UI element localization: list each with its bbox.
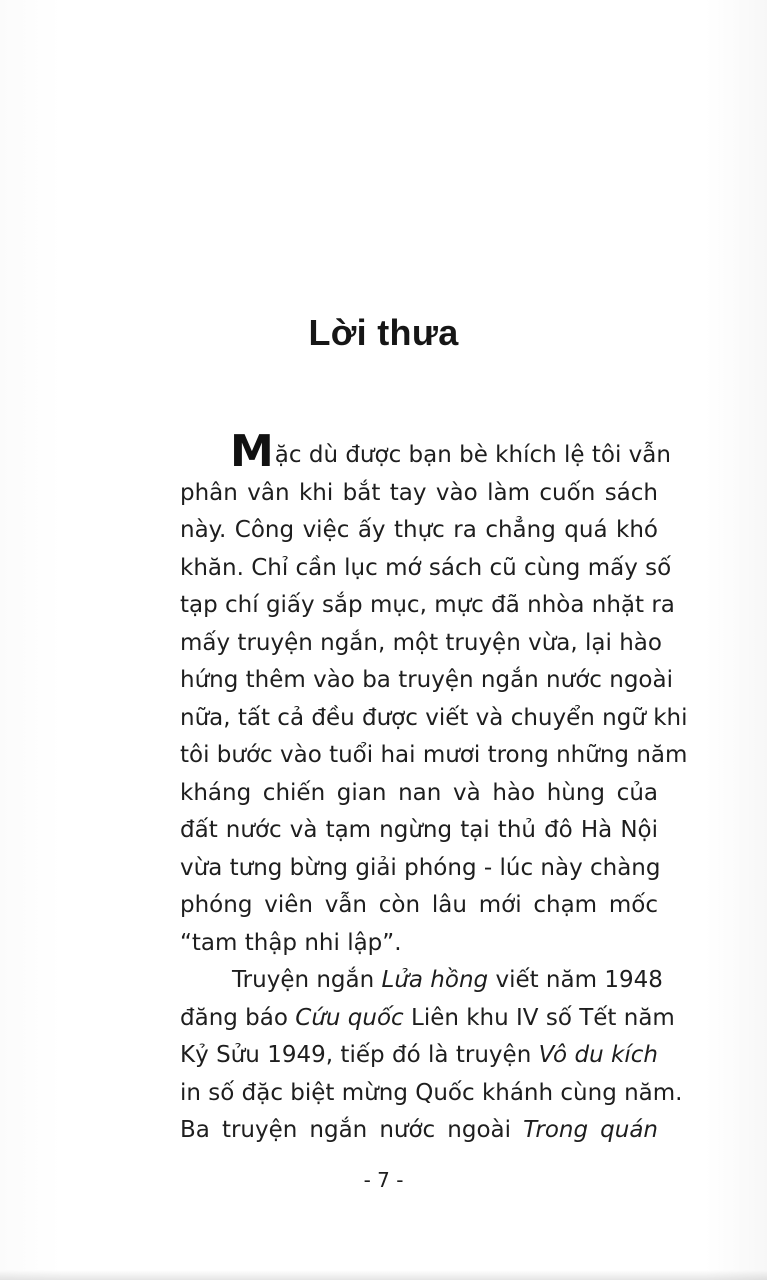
text-line: hứng thêm vào ba truyện ngắn nước ngoài	[180, 667, 673, 693]
text-line: mấy truyện ngắn, một truyện vừa, lại hào	[180, 629, 662, 656]
italic-title: Cứu quốc	[295, 1004, 404, 1031]
text-line: vừa tưng bừng giải phóng - lúc này chàng	[180, 854, 661, 881]
line-text: Liên khu IV số Tết năm	[403, 1004, 675, 1031]
italic-title: Vô du kích	[538, 1042, 658, 1068]
text-line: này. Công việc ấy thực ra chẳng quá khó	[180, 517, 658, 543]
line-text: viết năm 1948	[488, 967, 663, 993]
text-line	[180, 1112, 658, 1150]
text-line	[180, 426, 671, 477]
line-text: Kỷ Sửu 1949, tiếp đó là truyện	[180, 1042, 539, 1068]
page-number: - 7 -	[363, 1168, 404, 1192]
line-text: Truyện ngắn	[232, 967, 382, 993]
text-line: phóng viên vẫn còn lâu mới chạm mốc	[180, 892, 658, 918]
text-line	[180, 1000, 675, 1038]
text-line	[180, 962, 663, 1000]
page-edge-shadow	[0, 1270, 767, 1280]
body-text	[180, 426, 688, 1150]
text-line: đất nước và tạm ngừng tại thủ đô Hà Nội	[180, 817, 658, 843]
line-text: ặc dù được bạn bè khích lệ tôi vẫn	[274, 442, 671, 468]
text-line: nữa, tất cả đều được viết và chuyển ngữ khi	[180, 704, 688, 731]
italic-title: Trong quán	[523, 1117, 658, 1143]
italic-title: Lửa hồng	[381, 967, 489, 993]
text-line: tạp chí giấy sắp mục, mực đã nhòa nhặt ra	[180, 592, 675, 618]
text-line: phân vân khi bắt tay vào làm cuốn sách	[180, 479, 658, 506]
text-line: “tam thập nhi lập”.	[180, 929, 402, 956]
text-line: in số đặc biệt mừng Quốc khánh cùng năm.	[180, 1079, 683, 1106]
line-text: Ba truyện ngắn nước ngoài	[180, 1117, 524, 1143]
line-text: đăng báo	[180, 1004, 296, 1031]
text-line	[180, 1037, 658, 1075]
drop-cap: M	[230, 426, 274, 477]
page-title: Lời thưa	[308, 312, 459, 353]
text-line: khăn. Chỉ cần lục mớ sách cũ cùng mấy số	[180, 554, 672, 581]
text-line: kháng chiến gian nan và hào hùng của	[180, 779, 658, 806]
text-line: tôi bước vào tuổi hai mươi trong những năm	[180, 742, 688, 768]
